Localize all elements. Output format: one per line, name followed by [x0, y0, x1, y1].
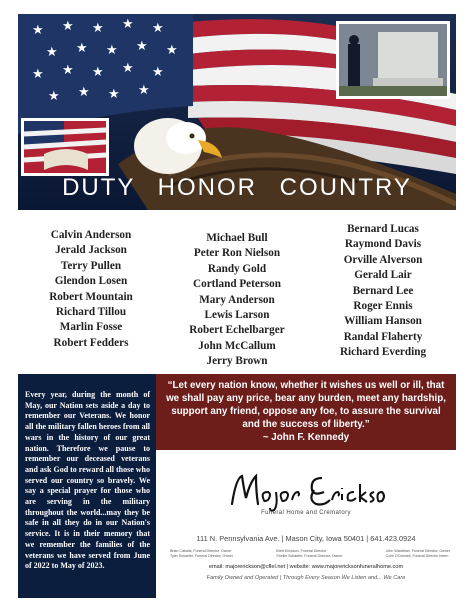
funeral-home-address: 111 N. Pennsylvania Ave. | Mason City, Iowa 50401 | 641.423.0924 — [196, 534, 416, 543]
tomb-guard-inset — [336, 21, 450, 99]
veteran-name: Randal Flaherty — [343, 330, 423, 343]
svg-text:★: ★ — [76, 41, 88, 56]
veteran-name: Robert Fedders — [53, 336, 129, 349]
veteran-name: Peter Ron Nielson — [193, 247, 281, 260]
funeral-home-subtitle: Funeral Home and Crematory — [261, 510, 351, 516]
veteran-name: Robert Echelbarger — [189, 324, 285, 337]
staff-group — [386, 549, 450, 559]
svg-text:★: ★ — [136, 39, 148, 54]
staff-member: John Waldeisel, Funeral Director, Owner — [385, 549, 450, 553]
svg-text:★: ★ — [46, 45, 58, 60]
staff-list — [170, 549, 450, 559]
veteran-name: Jerald Jackson — [55, 244, 127, 257]
svg-text:★: ★ — [138, 83, 150, 98]
veteran-name: Raymond Davis — [344, 238, 422, 251]
svg-text:★: ★ — [152, 65, 164, 80]
veteran-name: Marlin Fosse — [59, 321, 123, 334]
banner-title: DUTY HONOR COUNTRY — [62, 174, 412, 201]
memorial-text-block — [18, 374, 156, 598]
veteran-name: Robert Mountain — [49, 290, 133, 303]
tagline: Family Owned and Operated | Through Every Season We Listen and... We Care — [206, 575, 406, 581]
veteran-names — [18, 222, 456, 372]
veteran-name: Richard Everding — [339, 346, 427, 359]
funeral-home-logo — [226, 470, 386, 512]
names-column-3 — [310, 222, 456, 361]
svg-text:★: ★ — [62, 63, 74, 78]
staff-group — [276, 549, 342, 559]
svg-text:★: ★ — [166, 43, 178, 58]
veteran-name: William Hanson — [344, 315, 422, 328]
veteran-name: Bernard Lucas — [347, 223, 419, 235]
veteran-name: Lewis Larson — [204, 309, 270, 322]
svg-text:★: ★ — [62, 19, 74, 34]
staff-member: Brett Erickson, Funeral Director — [276, 549, 327, 553]
svg-text:★: ★ — [108, 87, 120, 102]
veteran-name: Calvin Anderson — [50, 229, 132, 241]
quote-block — [156, 374, 456, 450]
veteran-name: Roger Ennis — [353, 300, 413, 313]
veteran-name: Cortland Peterson — [193, 278, 281, 291]
quote-text: “Let every nation know, whether it wishes us well or ill, that we shall pay any price, bear any burden, meet any hardship, support any friend, oppose any foe, to assure the survival and the success of liberty.” — [166, 380, 446, 430]
svg-text:★: ★ — [92, 65, 104, 80]
staff-member: Shellie Schaefer, Funeral Director, Owner — [276, 554, 343, 558]
svg-text:★: ★ — [122, 17, 134, 32]
contact-info: email: majorerickson@cflel.net | website: www.majorericksonfuneralhome.com — [208, 564, 404, 570]
svg-text:★: ★ — [106, 43, 118, 58]
veteran-name: Terry Pullen — [60, 259, 122, 272]
svg-text:★: ★ — [122, 61, 134, 76]
veteran-name: Michael Bull — [206, 232, 268, 244]
svg-text:★: ★ — [32, 23, 44, 38]
veteran-name: Jerry Brown — [206, 355, 268, 368]
veteran-name: Orville Alverson — [343, 253, 423, 266]
veteran-name: Mary Anderson — [199, 293, 275, 306]
svg-text:★: ★ — [78, 85, 90, 100]
staff-member: Tyler Schaefer, Funeral Director, Owner — [170, 554, 234, 558]
veteran-name: John McCallum — [198, 339, 276, 352]
veteran-name: Randy Gold — [207, 262, 267, 275]
quote-author: ~ John F. Kennedy — [262, 432, 350, 443]
names-column-2 — [164, 231, 310, 370]
signature-logo-icon — [226, 470, 386, 512]
veteran-name: Gerald Lair — [354, 269, 412, 282]
veteran-name: Glendon Losen — [54, 275, 128, 288]
veteran-name: Richard Tillou — [55, 306, 127, 319]
staff-member: Brian Cabalis, Funeral Director, Owner — [170, 549, 232, 553]
svg-text:★: ★ — [152, 21, 164, 36]
svg-text:★: ★ — [32, 67, 44, 82]
names-column-1 — [18, 228, 164, 351]
svg-text:★: ★ — [92, 21, 104, 36]
staff-member: Colin O'Donnell, Funeral Director Intern — [385, 554, 449, 558]
memorial-text: Every year, during the month of May, our Nation sets aside a day to remember our Veterans. We honor all the military fallen heroes from all wars in the history of our great nation. Therefore we pause to remember our deceased veterans and ask God to reward all those who served our country so bravely. We say a special prayer for those who are serving in the military throughout the world...may they be safe in all they do in our Nation's service. It is in their memory that we remember the families of the veterans we have served from June of 2022 to May of 2023. — [25, 390, 151, 571]
funeral-home-section — [156, 450, 456, 598]
svg-text:★: ★ — [48, 89, 60, 104]
staff-group — [170, 549, 233, 559]
veteran-name: Bernard Lee — [352, 284, 414, 297]
flag-book-inset — [21, 118, 109, 176]
banner — [18, 14, 456, 210]
